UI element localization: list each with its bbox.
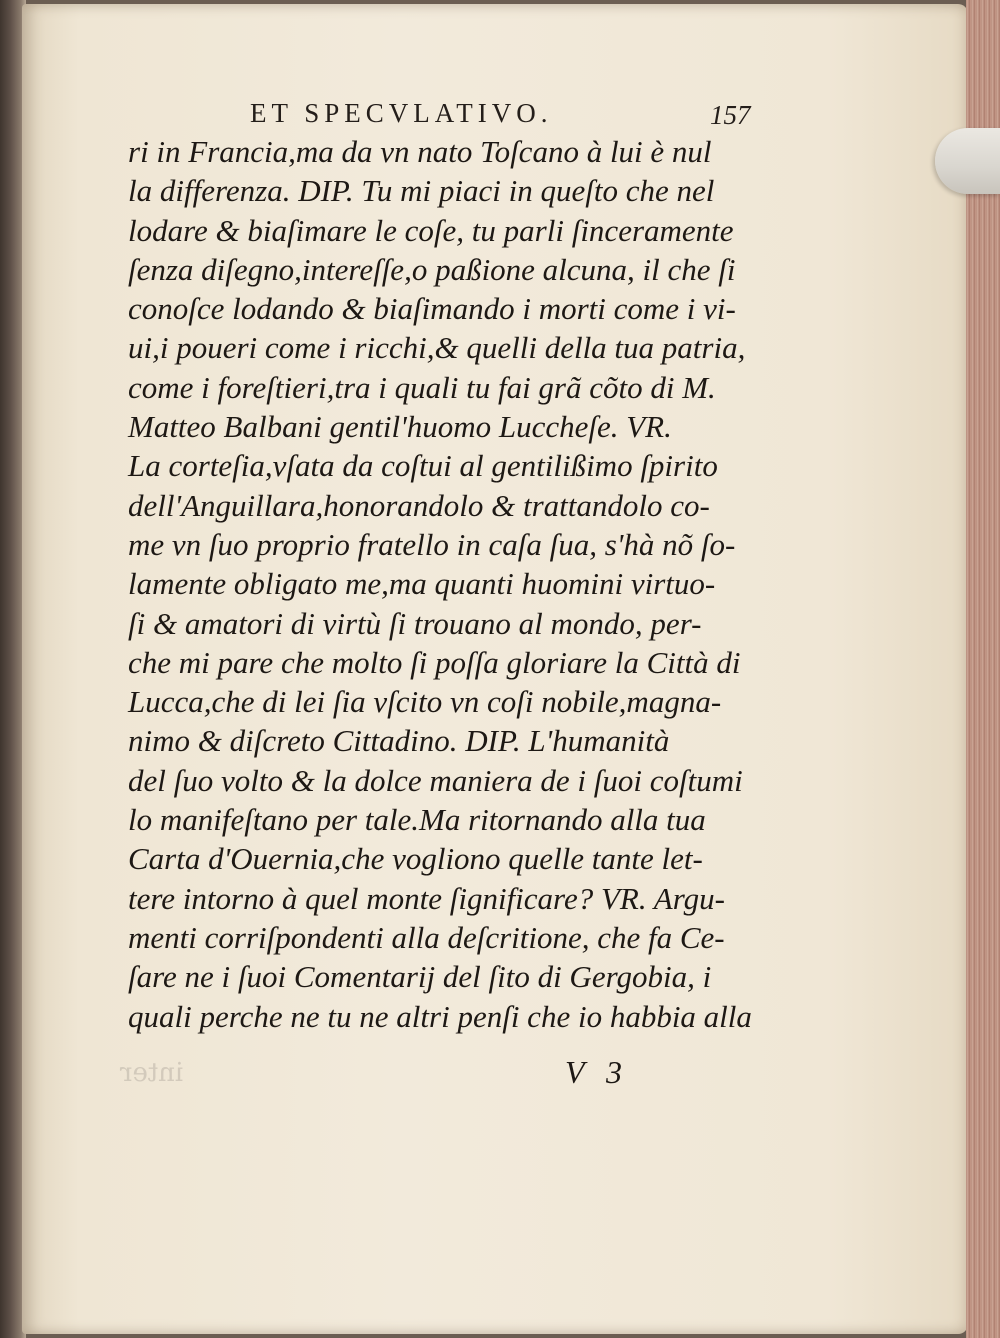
text-line: conoſce lodando & biaſimando i morti come i vi- (128, 291, 736, 327)
body-text (128, 132, 752, 1036)
text-line: me vn ſuo proprio fratello in caſa ſua, s'hà nõ ſo- (128, 526, 736, 562)
text-line: ſi & amatori di virtù ſi trouano al mondo, per- (128, 605, 702, 641)
text-line: del ſuo volto & la dolce maniera de i ſuoi coſtumi (128, 762, 743, 798)
text-line: ri in Francia,ma da vn nato Toſcano à lui è nul (128, 134, 712, 169)
text-line: dell'Anguillara,honorandolo & trattandolo co- (128, 487, 710, 523)
text-line: Matteo Balbani gentil'huomo Luccheſe. VR. (128, 409, 672, 445)
page-number: 157 (710, 100, 751, 130)
signature-mark: V 3 (565, 1054, 622, 1090)
text-line: ui,i poueri come i ricchi,& quelli della tua patria, (128, 330, 746, 366)
text-line: lodare & biaſimare le coſe, tu parli ſinceramente (128, 212, 734, 248)
text-line: quali perche ne tu ne altri penſi che io habbia alla (128, 998, 752, 1034)
fore-edge (966, 0, 1000, 1338)
text-line: lamente obligato me,ma quanti huomini virtuo- (128, 566, 716, 602)
text-line: Carta d'Ouernia,che vogliono quelle tante let- (128, 841, 703, 877)
text-line: lo manifeſtano per tale.Ma ritornando alla tua (128, 802, 706, 838)
text-line: ſenza diſegno,intereſſe,o paßione alcuna, il che ſi (128, 251, 736, 287)
text-line: tere intorno à quel monte ſignificare? VR. Argu- (128, 880, 725, 916)
text-line: ſare ne i ſuoi Comentarij del ſito di Gergobia, i (128, 959, 712, 995)
running-head: ET SPECVLATIVO. (250, 98, 553, 128)
text-line: che mi pare che molto ſi poſſa gloriare la Città di (128, 644, 741, 680)
text-line: Lucca,che di lei ſia vſcito vn coſi nobile,magna- (128, 684, 722, 720)
text-line: nimo & diſcreto Cittadino. DIP. L'humanità (128, 723, 670, 759)
text-line: la differenza. DIP. Tu mi piaci in queſto che nel (128, 173, 715, 209)
text-line: come i foreſtieri,tra i quali tu fai grã cõto di M. (128, 369, 716, 405)
page-clip (935, 128, 1000, 194)
text-line: La corteſia,vſata da coſtui al gentilißimo ſpirito (128, 448, 718, 484)
text-line: menti corriſpondenti alla deſcritione, che fa Ce- (128, 919, 725, 955)
show-through-text: inter (120, 1058, 184, 1088)
